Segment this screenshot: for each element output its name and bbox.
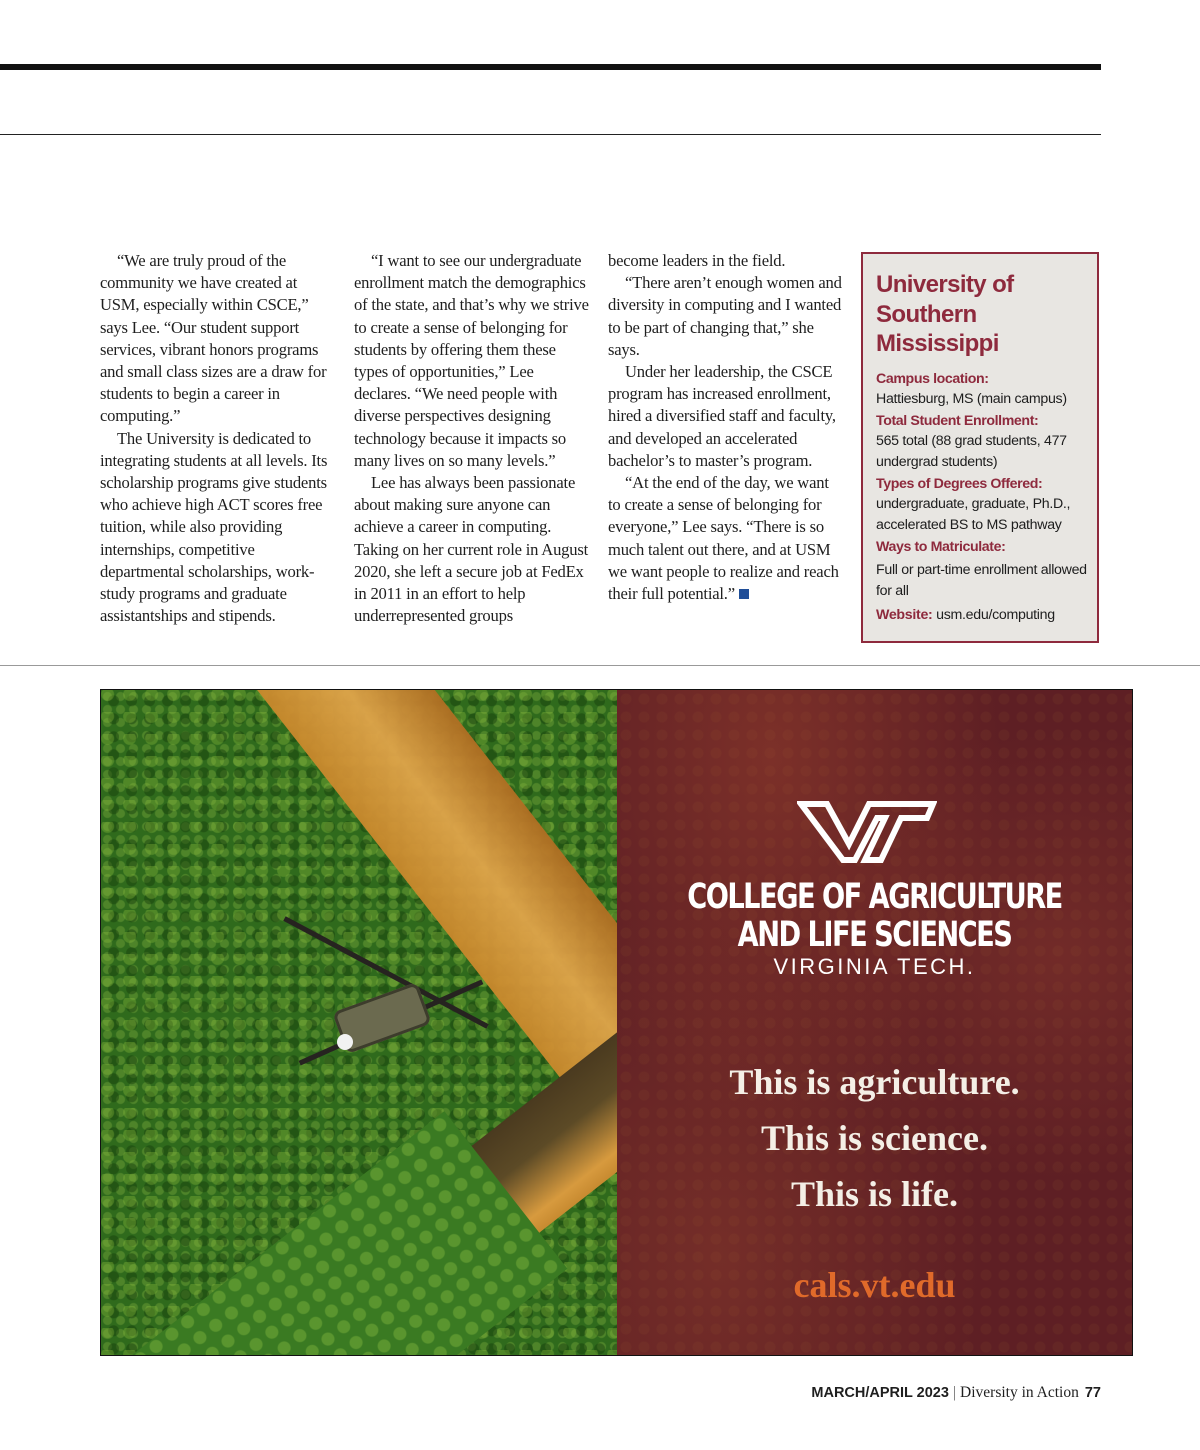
tagline-2: This is science. [760, 1118, 988, 1158]
university-fact-box [861, 252, 1099, 643]
paragraph: “We are truly proud of the community we have created at USM, especially within CSCE,” says Lee. “Our student support services, vibrant honors programs and small class sizes are a draw for students to begin a career in computing.” [100, 251, 327, 426]
magazine-name: Diversity in Action [960, 1384, 1079, 1401]
website-line [876, 605, 1087, 625]
college-name [674, 878, 1076, 954]
tagline-3: This is life. [790, 1174, 959, 1214]
matriculate-label: Ways to Matriculate: [876, 539, 1006, 555]
paragraph: Lee has always been passionate about making sure anyone can achieve a career in computing. Taking on her current role in August 2020, she left a secure job at FedEx in 2011 in an effort to help underrepresented groups [354, 473, 589, 626]
fact-box-title: University of Southern Mississippi [876, 271, 1014, 357]
footer-separator: | [952, 1384, 957, 1401]
paragraph: “I want to see our undergraduate enrollment match the demographics of the state, and that’s why we strive to create a sense of belonging for students by offering them these types of opportunities,” Lee declares. “We need people with diverse perspectives designing technology because it impacts so many lives on so many levels.” [354, 251, 589, 470]
website-link[interactable]: usm.edu/computing [936, 607, 1055, 623]
ad-text-panel [617, 690, 1132, 1355]
tagline-1: This is agriculture. [729, 1062, 1020, 1102]
paragraph-text: “At the end of the day, we want to create a sense of belonging for everyone,” Lee says. “There is so much talent out there, and at USM we want people to realize and reach their full potential.” [608, 473, 839, 604]
college-name-line-1: COLLEGE OF AGRICULTURE [687, 877, 1062, 917]
drone-light [337, 1034, 353, 1050]
university-name: VIRGINIA TECH. [773, 954, 976, 979]
top-thin-rule [0, 134, 1101, 135]
section-divider [0, 665, 1200, 666]
issue-date: MARCH/APRIL 2023 [811, 1385, 949, 1401]
paragraph: “There aren’t enough women and diversity in computing and I wanted to be part of changing that,” she says. [608, 273, 842, 359]
article-column-1 [100, 250, 336, 627]
page-number: 77 [1084, 1385, 1101, 1401]
virginia-tech-advertisement[interactable] [100, 689, 1133, 1356]
vt-logo-icon [797, 798, 937, 866]
drone-field-photo [101, 690, 617, 1355]
page-footer [811, 1384, 1101, 1402]
top-thick-rule [0, 64, 1101, 70]
last-paragraph [608, 472, 844, 605]
degrees-label: Types of Degrees Offered: [876, 476, 1043, 492]
paragraph: become leaders in the field. [608, 251, 786, 270]
article-column-2 [354, 250, 590, 627]
enrollment-value: 565 total (88 grad students, 477 undergrad students) [876, 433, 1067, 470]
college-name-line-2: AND LIFE SCIENCES [737, 915, 1012, 955]
campus-location-label: Campus location: [876, 370, 989, 387]
website-label: Website: [876, 607, 933, 623]
article-column-3 [608, 250, 844, 605]
end-mark-icon [739, 589, 749, 599]
degrees-value: undergraduate, graduate, Ph.D., accelerated BS to MS pathway [876, 496, 1071, 533]
matriculate-value: Full or part-time enrollment allowed for all [876, 562, 1087, 599]
paragraph: Under her leadership, the CSCE program has increased enrollment, hired a diversified staff and faculty, and developed an accelerated bachelor’s to master’s program. [608, 362, 836, 470]
campus-location-value: Hattiesburg, MS (main campus) [876, 390, 1067, 407]
enrollment-label: Total Student Enrollment: [876, 413, 1039, 429]
paragraph: The University is dedicated to integrating students at all levels. Its scholarship programs give students who achieve high ACT scores free tuition, while also providing internships, competitive departmental scholarships, work-study programs and graduate assistantships and stipends. [100, 428, 328, 626]
ad-website-link[interactable]: cals.vt.edu [793, 1265, 956, 1305]
